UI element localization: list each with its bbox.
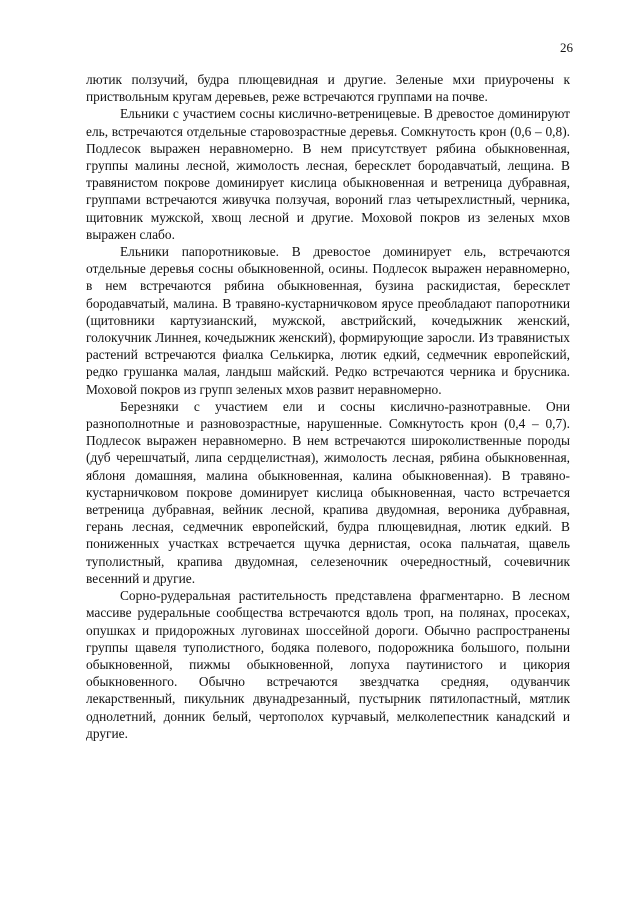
paragraph-spruce-oxalis: Ельники с участием сосны кислично-ветреницевые. В древостое доминируют ель, встречаются отдельные старовозрастные деревья. Сомкнутость крон (0,6 – 0,8). Подлесок выражен неравномерно. В нем присутствует рябина обыкновенная, группы малины лесной, жимолость лесная, бересклет бородавчатый, лещина. В травянистом покрове доминирует кислица обыкновенная и ветреница дубравная, группами встречаются живучка ползучая, вороний глаз четырехлистный, черника, щитовник мужской, хвощ лесной и другие. Моховой покров из зеленых мхов выражен слабо. xyxy=(86,106,570,242)
paragraph-spruce-fern: Ельники папоротниковые. В древостое доминирует ель, встречаются отдельные деревья сосны обыкновенной, осины. Подлесок выражен неравномерно, в нем встречаются рябина обыкновенная, бузина раскидистая, бересклет бородавчатый, малина. В травяно-кустарничковом ярусе преобладают папоротники (щитовники картузианский, мужской, австрийский, кочедыжник женский, голокучник Линнея, кочедыжник женский), формирующие заросли. Из травянистых растений встречаются фиалка Селькирка, лютик едкий, седмечник европейский, редко грушанка малая, ландыш майский. Редко встречаются черника и брусника. Моховой покров из групп зеленых мхов развит неравномерно. xyxy=(86,244,570,397)
page-number: 26 xyxy=(560,40,573,55)
paragraph-ruderal: Сорно-рудеральная растительность представлена фрагментарно. В лесном массиве рудеральные сообщества встречаются вдоль троп, на полянах, просеках, опушках и придорожных луговинах шоссейной дороги. Обычно распространены группы щавеля туполистного, бодяка полевого, подорожника большого, полыни обыкновенной, пижмы обыкновенной, лопуха паутинистого и цикория обыкновенного. Обычно встречаются звездчатка средняя, одуванчик лекарственный, пикульник двунадрезанный, пустырник пятилопастный, мятлик однолетний, донник белый, чертополох курчавый, мелколепестник канадский и другие. xyxy=(86,588,570,741)
paragraph-continuation: лютик ползучий, будра плющевидная и другие. Зеленые мхи приурочены к приствольным кругам деревьев, реже встречаются группами на почве. xyxy=(86,72,570,105)
text-body xyxy=(86,71,570,742)
paragraph-birch-mixed: Березняки с участием ели и сосны кислично-разнотравные. Они разнополнотные и разновозрастные, нарушенные. Сомкнутость крон (0,4 – 0,7). Подлесок выражен неравномерно. В нем встречаются широколиственные породы (дуб черешчатый, липа сердцелистная), жимолость лесная, рябина обыкновенная, яблоня домашняя, малина обыкновенная, калина обыкновенная). В травяно-кустарничковом покрове доминирует кислица обыкновенная, часто встречается ветреница дубравная, вейник лесной, крапива двудомная, вероника дубравная, герань лесная, седмечник европейский, будра плющевидная, лютик едкий. В пониженных участках встречается щучка дернистая, осока пальчатая, щавель туполистный, крапива двудомная, селезеночник очередностный, сочевичник весенний и другие. xyxy=(86,398,570,586)
